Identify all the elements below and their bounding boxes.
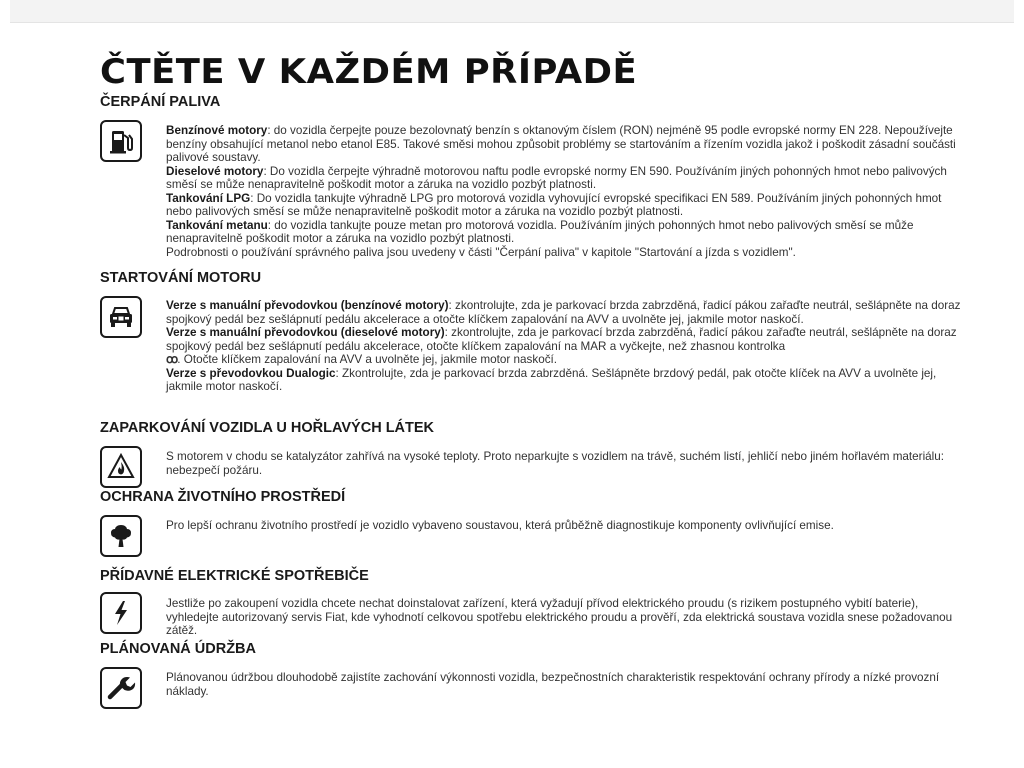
paragraph-label: Verze s převodovkou Dualogic	[166, 366, 336, 380]
section-body-electric	[166, 597, 966, 638]
paragraph-label: Dieselové motory	[166, 164, 264, 178]
paragraph-label: Tankování metanu	[166, 218, 268, 232]
paragraph-label: Verze s manuální převodovkou (dieselové motory)	[166, 326, 445, 339]
paragraph-text: : Do vozidla čerpejte výhradně motorovou naftu podle evropské normy EN 590. Používáním jiných pohonných hmot nebo palivových směsí se může nenapravitelně poškodit motor a záruka na vozidlo pozbýt platnosti.	[166, 164, 947, 191]
paragraph-label: Verze s manuální převodovkou (benzínové motory)	[166, 299, 449, 312]
paragraph	[166, 192, 966, 219]
lightning-icon	[100, 592, 142, 634]
paragraph-text: S motorem v chodu se katalyzátor zahřívá na vysoké teploty. Proto neparkujte s vozidlem na trávě, suchém listí, jehličí nebo jiném hořlavém materiálu: nebezpečí požáru.	[166, 450, 945, 477]
paragraph-text: Podrobnosti o používání správného paliva jsou uvedeny v části "Čerpání paliva" v kapitole "Startování a jízda s vozidlem".	[166, 245, 796, 259]
paragraph	[166, 246, 966, 260]
paragraph	[166, 219, 966, 246]
car-front-icon	[100, 296, 142, 338]
paragraph-text: : Zkontrolujte, zda je parkovací brzda zabrzděná. Sešlápněte brzdový pedál, pak otočte klíček na AVV a uvolněte jej, jakmile motor naskočí.	[166, 366, 937, 393]
paragraph-text: : do vozidla čerpejte pouze bezolovnatý benzín s oktanovým číslem (RON) nejméně 95 podle evropské normy EN 228. Nepoužívejte benzíny obsahující metanol nebo etanol E85. Takové směsi mohou způsobit problémy se startováním a řízením vozidla jakož i poškodit zásadní součásti palivové soustavy.	[166, 124, 956, 164]
paragraph-label: Benzínové motory	[166, 124, 268, 137]
top-bar	[10, 0, 1014, 23]
section-body-environment	[166, 519, 966, 533]
section-heading-maintenance: PLÁNOVANÁ ÚDRŽBA	[100, 641, 257, 657]
paragraph-text: Plánovanou údržbou dlouhodobě zajistíte zachování výkonnosti vozidla, bezpečnostních charakteristik respektování ochrany přírody a nízké provozní náklady.	[166, 671, 940, 698]
paragraph-text: : do vozidla tankujte pouze metan pro motorová vozidla. Používáním jiných pohonných hmot nebo palivových směsí se může nenapravitelně poškodit motor a záruka na vozidlo pozbýt platnosti.	[166, 218, 914, 245]
paragraph-text: : Do vozidla tankujte výhradně LPG pro motorová vozidla vyhovující evropské specifikaci EN 589. Používáním jiných pohonných hmot nebo palivových směsí se může nenapravitelně poškodit motor a záruka na vozidlo pozbýt platnosti.	[166, 191, 942, 218]
glow-plug-icon: ꝏ	[166, 352, 178, 366]
paragraph	[166, 367, 966, 394]
tree-icon	[100, 515, 142, 557]
section-heading-start: STARTOVÁNÍ MOTORU	[100, 270, 262, 286]
paragraph-text: Jestliže po zakoupení vozidla chcete nechat doinstalovat zařízení, která vyžadují přívod elektrického proudu (s rizikem postupného vybití baterie), vyhledejte autorizovaný servis Fiat, kde vyhodnotí celkovou spotřebu elektrického proudu a prověří, zda elektrická soustava vozidla snese požadovanou zátěž.	[166, 597, 953, 637]
fuel-pump-icon	[100, 120, 142, 162]
paragraph	[166, 124, 966, 165]
section-body-maintenance	[166, 671, 966, 698]
paragraph	[166, 326, 966, 367]
paragraph	[166, 299, 966, 326]
paragraph-text: Pro lepší ochranu životního prostředí je vozidlo vybaveno soustavou, která průběžně diagnostikuje komponenty ovlivňující emise.	[166, 519, 834, 532]
section-heading-parking: ZAPARKOVÁNÍ VOZIDLA U HOŘLAVÝCH LÁTEK	[100, 420, 435, 436]
section-body-start	[166, 299, 966, 394]
paragraph-text: : zkontrolujte, zda je parkovací brzda zabrzděná, řadicí pákou zařaďte neutrál, sešlápněte na doraz spojkový pedál bez sešlápnutí pedálu akcelerace, otočte klíčkem zapalování na MAR a vyčkejte, než zhasnou kontrolka	[166, 326, 957, 353]
section-body-fuel	[166, 124, 966, 259]
paragraph-text: : zkontrolujte, zda je parkovací brzda zabrzděná, řadicí pákou zařaďte neutrál, sešlápněte na doraz spojkový pedál bez sešlápnutí pedálu akcelerace a otočte klíčkem zapalování na AVV a uvolněte jej, jakmile motor naskočí.	[166, 299, 961, 326]
section-heading-environment: OCHRANA ŽIVOTNÍHO PROSTŘEDÍ	[100, 489, 346, 505]
paragraph-label: Tankování LPG	[166, 191, 251, 205]
page-title: ČTĚTE V KAŽDÉM PŘÍPADĚ	[100, 52, 638, 92]
section-body-parking	[166, 450, 966, 477]
paragraph	[166, 165, 966, 192]
fire-icon	[100, 446, 142, 488]
section-heading-electric: PŘÍDAVNÉ ELEKTRICKÉ SPOTŘEBIČE	[100, 568, 369, 584]
wrench-icon	[100, 667, 142, 709]
section-heading-fuel: ČERPÁNÍ PALIVA	[100, 94, 221, 110]
paragraph-text: . Otočte klíčkem zapalování na AVV a uvolněte jej, jakmile motor naskočí.	[177, 353, 558, 366]
